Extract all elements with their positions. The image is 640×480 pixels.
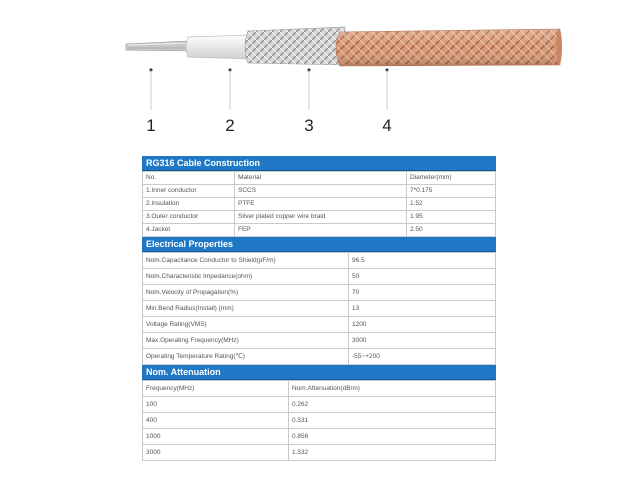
table-cell: SCCS [235, 185, 407, 198]
table-row [143, 413, 496, 429]
property-value: 3000 [349, 333, 496, 349]
table-cell: 4.Jacket [143, 224, 235, 237]
table-cell: 2.50 [407, 224, 496, 237]
property-value: 50 [349, 269, 496, 285]
construction-title: RG316 Cable Construction [142, 156, 496, 171]
table-cell: 7*0.175 [407, 185, 496, 198]
header-cell: Material [235, 172, 407, 185]
table-row [143, 445, 496, 461]
property-label: Nom.Characteristic Impedance(ohm) [143, 269, 349, 285]
property-value: 96.5 [349, 253, 496, 269]
table-row [143, 253, 496, 269]
table-cell: 1.95 [407, 211, 496, 224]
table-row [143, 333, 496, 349]
callout-number-1: 1 [146, 116, 156, 135]
table-row [143, 269, 496, 285]
callout-number-3: 3 [304, 116, 314, 135]
property-value: 13 [349, 301, 496, 317]
table-cell: 1.Inner conductor [143, 185, 235, 198]
property-value: 1200 [349, 317, 496, 333]
table-row [143, 397, 496, 413]
table-cell: 3.Outer conductor [143, 211, 235, 224]
table-header-row [143, 381, 496, 397]
property-label: Min.Bend Radius(Install) (mm) [143, 301, 349, 317]
cable-illustration [0, 0, 640, 150]
table-cell: 0.856 [289, 429, 496, 445]
callout-leaders [150, 69, 389, 111]
attenuation-table [142, 380, 496, 461]
table-cell: 2.Insulation [143, 198, 235, 211]
table-cell: 1.532 [289, 445, 496, 461]
table-cell: 1000 [143, 429, 289, 445]
table-row [143, 198, 496, 211]
attenuation-title: Nom. Attenuation [142, 365, 496, 380]
table-header-row [143, 172, 496, 185]
property-value: -55~+200 [349, 349, 496, 365]
table-row [143, 185, 496, 198]
table-cell: PTFE [235, 198, 407, 211]
property-label: Operating Temperature Rating(℃) [143, 349, 349, 365]
table-row [143, 285, 496, 301]
table-cell: 3000 [143, 445, 289, 461]
property-label: Max.Operating Frequency(MHz) [143, 333, 349, 349]
property-value: 70 [349, 285, 496, 301]
electrical-table [142, 252, 496, 365]
header-cell: Frequency(MHz) [143, 381, 289, 397]
callout-number-2: 2 [225, 116, 235, 135]
header-cell: Diameter(mm) [407, 172, 496, 185]
table-cell: Silver plated copper wire braid [235, 211, 407, 224]
table-cell: 1.52 [407, 198, 496, 211]
table-cell: 0.531 [289, 413, 496, 429]
header-cell: Nom.Attenuation(dB/m) [289, 381, 496, 397]
table-cell: 0.262 [289, 397, 496, 413]
table-row [143, 211, 496, 224]
electrical-title: Electrical Properties [142, 237, 496, 252]
spec-sheet [142, 156, 496, 461]
header-cell: No. [143, 172, 235, 185]
table-row [143, 429, 496, 445]
table-cell: 100 [143, 397, 289, 413]
table-cell: 400 [143, 413, 289, 429]
table-cell: FEP [235, 224, 407, 237]
construction-table [142, 171, 496, 237]
property-label: Voltage Rating(VMS) [143, 317, 349, 333]
inner-conductor [126, 41, 190, 51]
callout-number-4: 4 [382, 116, 392, 135]
property-label: Nom.Capacitance Conductor to Shield(pF/m) [143, 253, 349, 269]
cable-drawing [0, 0, 640, 150]
table-row [143, 317, 496, 333]
property-label: Nom.Velocity of Propagation(%) [143, 285, 349, 301]
table-row [143, 301, 496, 317]
insulation-layer [186, 35, 252, 59]
outer-conductor-braid [245, 27, 345, 65]
table-row [143, 349, 496, 365]
jacket-layer [336, 29, 562, 66]
table-row [143, 224, 496, 237]
